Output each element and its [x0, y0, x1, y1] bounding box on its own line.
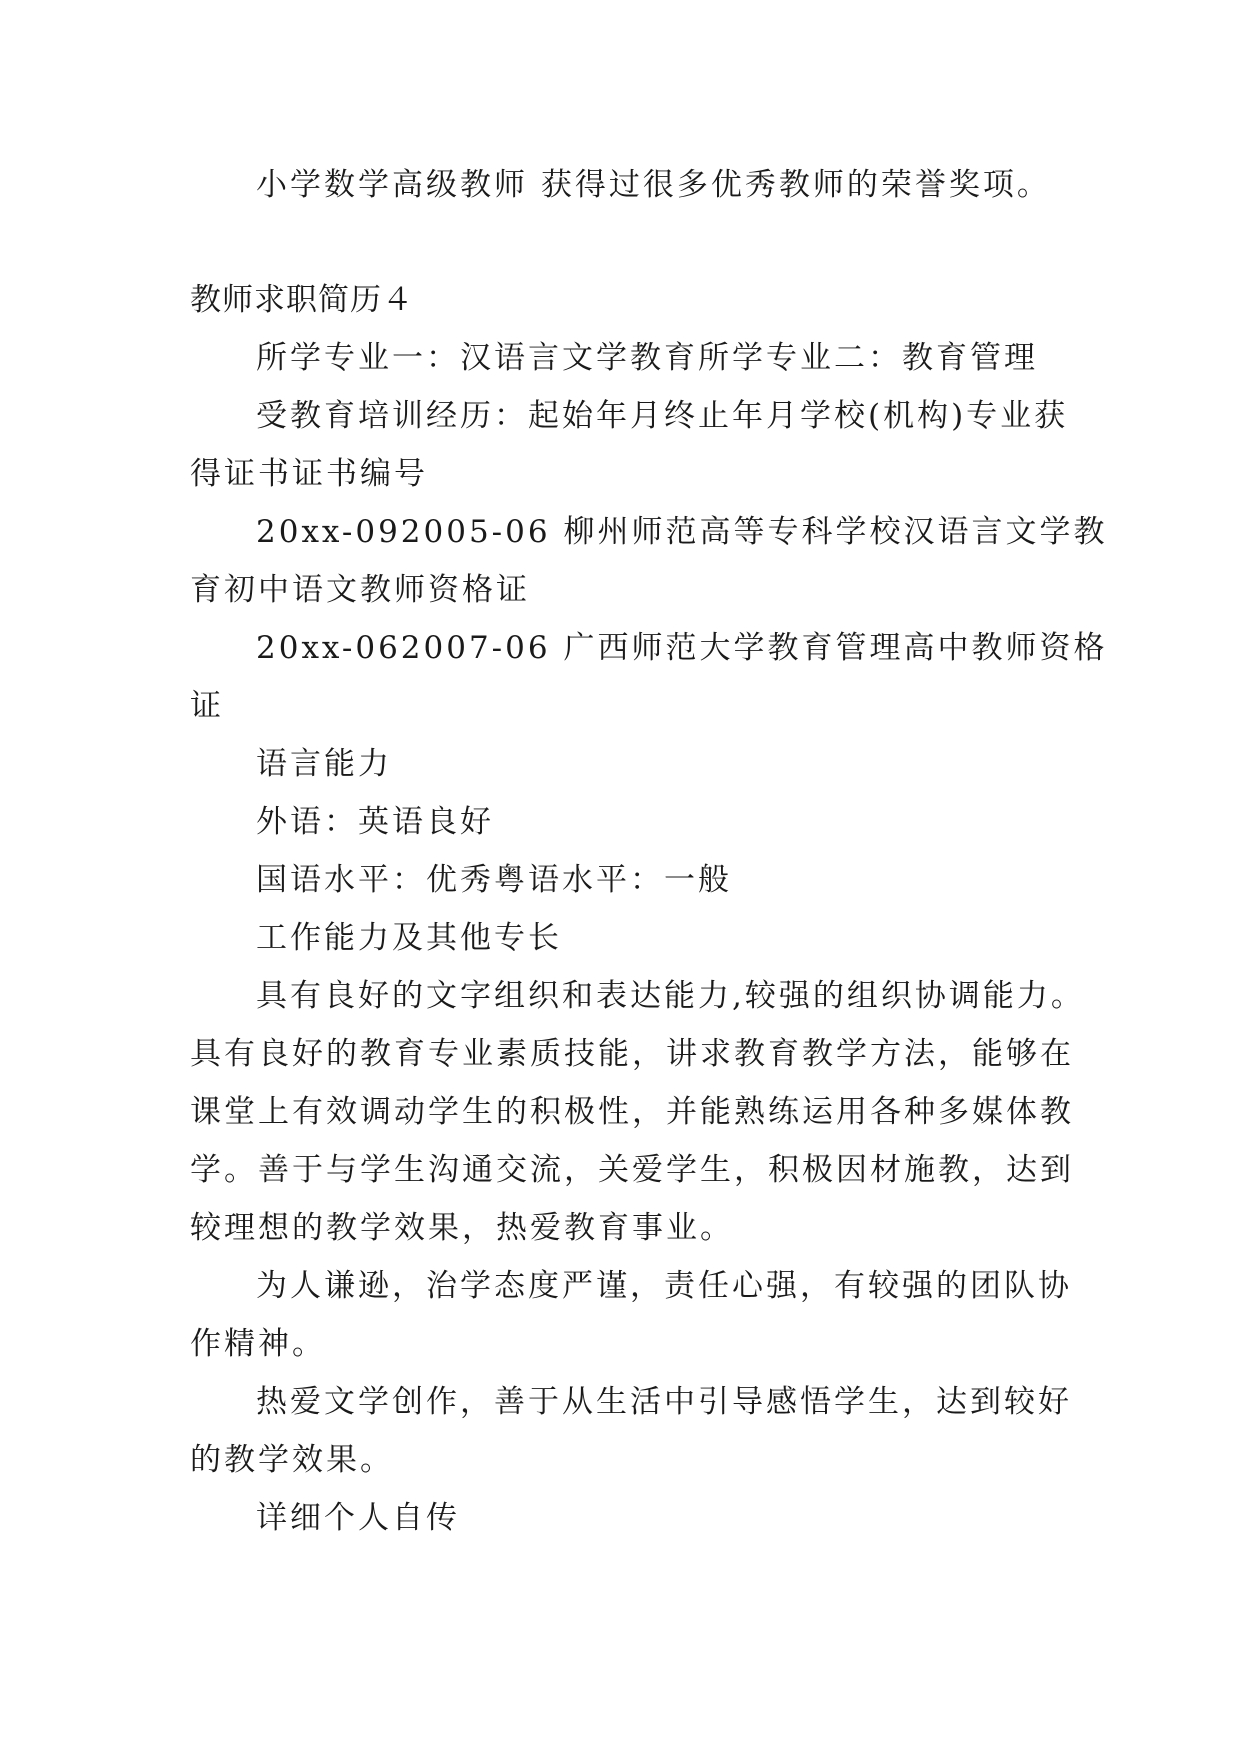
- skills-paragraph-line-5: 较理想的教学效果，热爱教育事业。: [190, 1210, 734, 1246]
- major-text: 所学专业一：汉语言文学教育所学专业二：教育管理: [256, 340, 1038, 376]
- foreign-language-text: 外语：英语良好: [256, 804, 494, 840]
- skills-paragraph-line-3: 课堂上有效调动学生的积极性，并能熟练运用各种多媒体教: [190, 1094, 1074, 1130]
- education-entry-2-line-1: 20xx-062007-06 广西师范大学教育管理高中教师资格: [256, 630, 1108, 666]
- hobby-line-2: 的教学效果。: [190, 1442, 394, 1478]
- skills-paragraph-line-1: 具有良好的文字组织和表达能力,较强的组织协调能力。: [256, 978, 1085, 1014]
- education-header-line-1: 受教育培训经历：起始年月终止年月学校(机构)专业获: [256, 398, 1069, 434]
- autobiography-heading: 详细个人自传: [256, 1500, 460, 1536]
- education-entry-1-line-1: 20xx-092005-06 柳州师范高等专科学校汉语言文学教: [256, 514, 1108, 550]
- education-entry-1-line-2: 育初中语文教师资格证: [190, 572, 530, 608]
- skills-paragraph-line-2: 具有良好的教育专业素质技能，讲求教育教学方法，能够在: [190, 1036, 1074, 1072]
- personality-line-1: 为人谦逊，治学态度严谨，责任心强，有较强的团队协: [256, 1268, 1072, 1304]
- award-text: 小学数学高级教师 获得过很多优秀教师的荣誉奖项。: [256, 167, 1051, 203]
- hobby-line-1: 热爱文学创作，善于从生活中引导感悟学生，达到较好: [256, 1384, 1072, 1420]
- personality-line-2: 作精神。: [190, 1326, 326, 1362]
- education-entry-2-line-2: 证: [190, 688, 224, 724]
- language-heading: 语言能力: [256, 746, 392, 782]
- section-title: 教师求职简历４: [190, 282, 414, 318]
- mandarin-cantonese-text: 国语水平：优秀粤语水平：一般: [256, 862, 732, 898]
- education-header-line-2: 得证书证书编号: [190, 456, 428, 492]
- skills-paragraph-line-4: 学。善于与学生沟通交流，关爱学生，积极因材施教，达到: [190, 1152, 1074, 1188]
- skills-heading: 工作能力及其他专长: [256, 920, 562, 956]
